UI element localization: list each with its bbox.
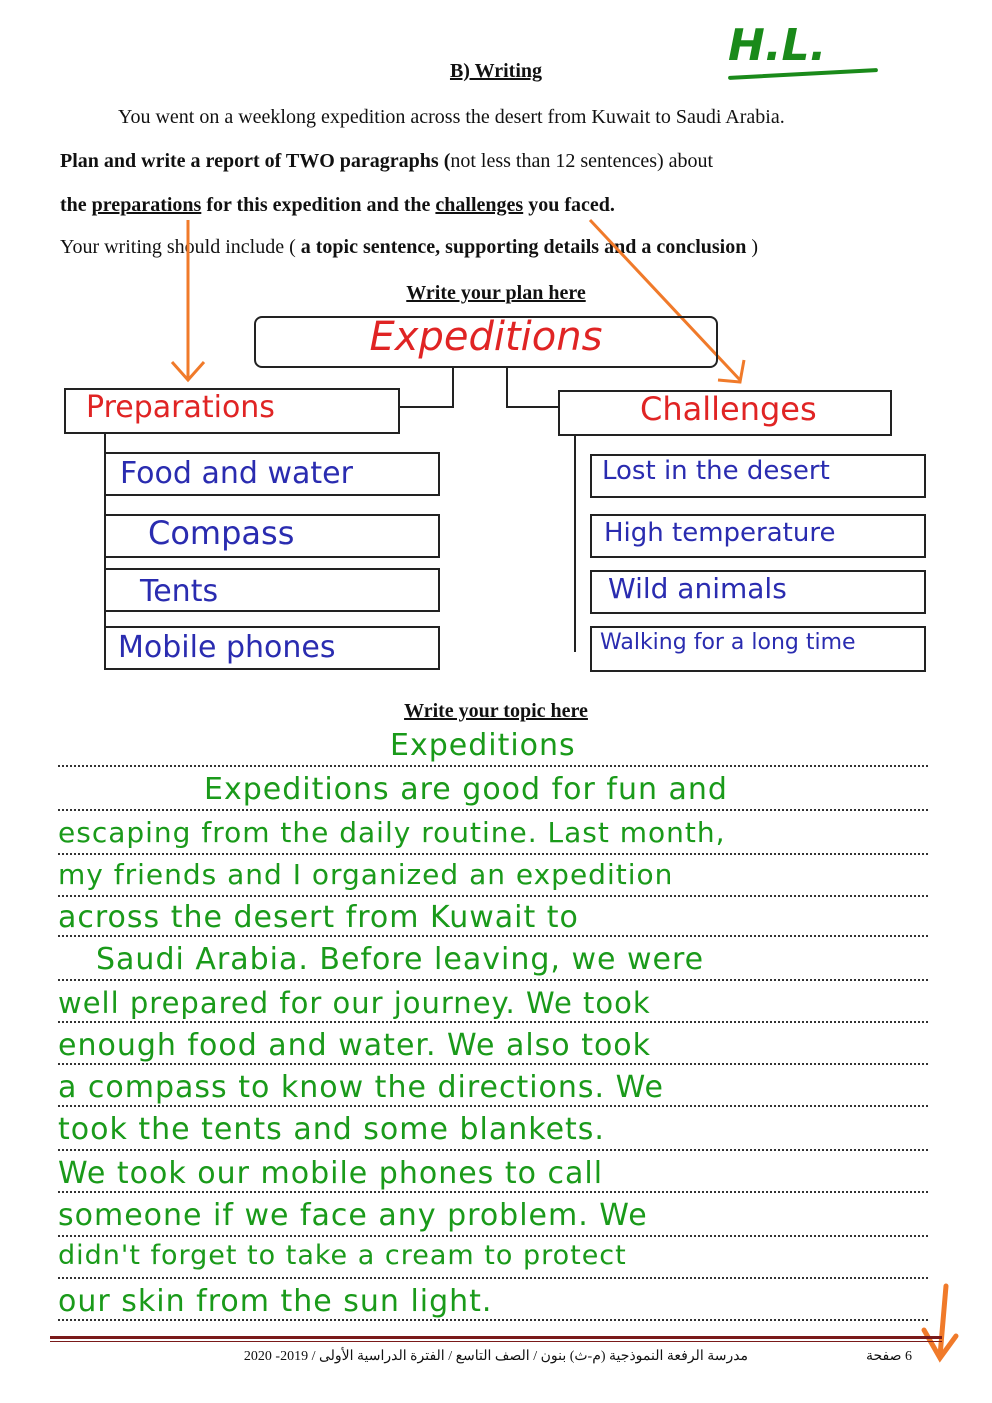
prep-item: Tents xyxy=(140,574,219,609)
footer-rule-thin xyxy=(50,1341,942,1342)
challenge-item: Walking for a long time xyxy=(600,630,856,655)
ruled-line xyxy=(58,808,928,811)
plan-heading: Write your plan here xyxy=(406,282,586,304)
connector xyxy=(574,436,576,652)
prompt-preparations: preparations xyxy=(91,194,202,216)
topic-heading: Write your topic here xyxy=(404,700,588,722)
prompt-task-normal: not less than 12 sentences) about xyxy=(450,150,714,172)
essay-line: didn't forget to take a cream to protect xyxy=(58,1240,627,1271)
grade-mark: H.L. xyxy=(728,20,827,71)
essay-line: Expeditions are good for fun and xyxy=(204,772,728,807)
prompt-challenges: challenges xyxy=(435,194,524,216)
challenge-item: High temperature xyxy=(604,518,836,548)
essay-line: enough food and water. We also took xyxy=(58,1028,652,1063)
ruled-line xyxy=(58,1148,928,1151)
page-number: 6 صفحة xyxy=(866,1349,913,1364)
connector xyxy=(506,406,558,408)
ruled-line xyxy=(58,852,928,855)
challenge-item: Lost in the desert xyxy=(602,456,830,486)
essay-line: my friends and I organized an expedition xyxy=(58,858,674,891)
section-title: B) Writing xyxy=(449,60,543,82)
essay-line: across the desert from Kuwait to xyxy=(58,900,579,935)
essay-line: We took our mobile phones to call xyxy=(58,1156,604,1191)
prompt-include-normal: Your writing should include ( xyxy=(60,236,296,258)
essay-line: a compass to know the directions. We xyxy=(58,1070,664,1105)
ruled-line xyxy=(58,1234,928,1237)
connector xyxy=(452,368,454,408)
ruled-line xyxy=(58,894,928,897)
prompt-mid: for this expedition and the xyxy=(201,194,436,216)
ruled-line xyxy=(58,1276,928,1279)
essay-line: someone if we face any problem. We xyxy=(58,1198,648,1233)
challenges-label: Challenges xyxy=(640,390,817,428)
essay-line: escaping from the daily routine. Last month, xyxy=(58,816,726,849)
prompt-task-bold: Plan and write a report of TWO paragraphs ( xyxy=(60,150,451,172)
essay-title: Expeditions xyxy=(390,728,576,763)
prompt-include-close: ) xyxy=(746,236,759,258)
essay-line: took the tents and some blankets. xyxy=(58,1112,605,1147)
prep-item: Mobile phones xyxy=(118,630,336,665)
plan-title: Expeditions xyxy=(369,314,603,360)
connector xyxy=(400,406,454,408)
prompt-include-bold: a topic sentence, supporting details and a conclusion xyxy=(295,236,747,258)
prompt-pre: the xyxy=(60,194,92,216)
prep-item: Compass xyxy=(148,514,295,552)
ruled-line xyxy=(58,1020,928,1023)
essay-line: our skin from the sun light. xyxy=(58,1284,493,1319)
essay-line: well prepared for our journey. We took xyxy=(58,986,651,1020)
connector xyxy=(506,368,508,408)
prompt-post: you faced. xyxy=(523,194,615,216)
essay-line: Saudi Arabia. Before leaving, we were xyxy=(96,942,705,977)
footer-text: مدرسة الرفعة النموذجية (م-ث) بنون / الصف التاسع / الفترة الدراسية الأولى / 2019- 2020 xyxy=(243,1349,749,1364)
ruled-line xyxy=(58,978,928,981)
footer-rule xyxy=(50,1336,942,1339)
prep-item: Food and water xyxy=(120,456,353,491)
preparations-label: Preparations xyxy=(86,390,275,425)
challenge-item: Wild animals xyxy=(608,572,787,605)
ruled-line xyxy=(58,764,928,767)
prompt-intro: You went on a weeklong expedition across the desert from Kuwait to Saudi Arabia. xyxy=(118,106,785,128)
